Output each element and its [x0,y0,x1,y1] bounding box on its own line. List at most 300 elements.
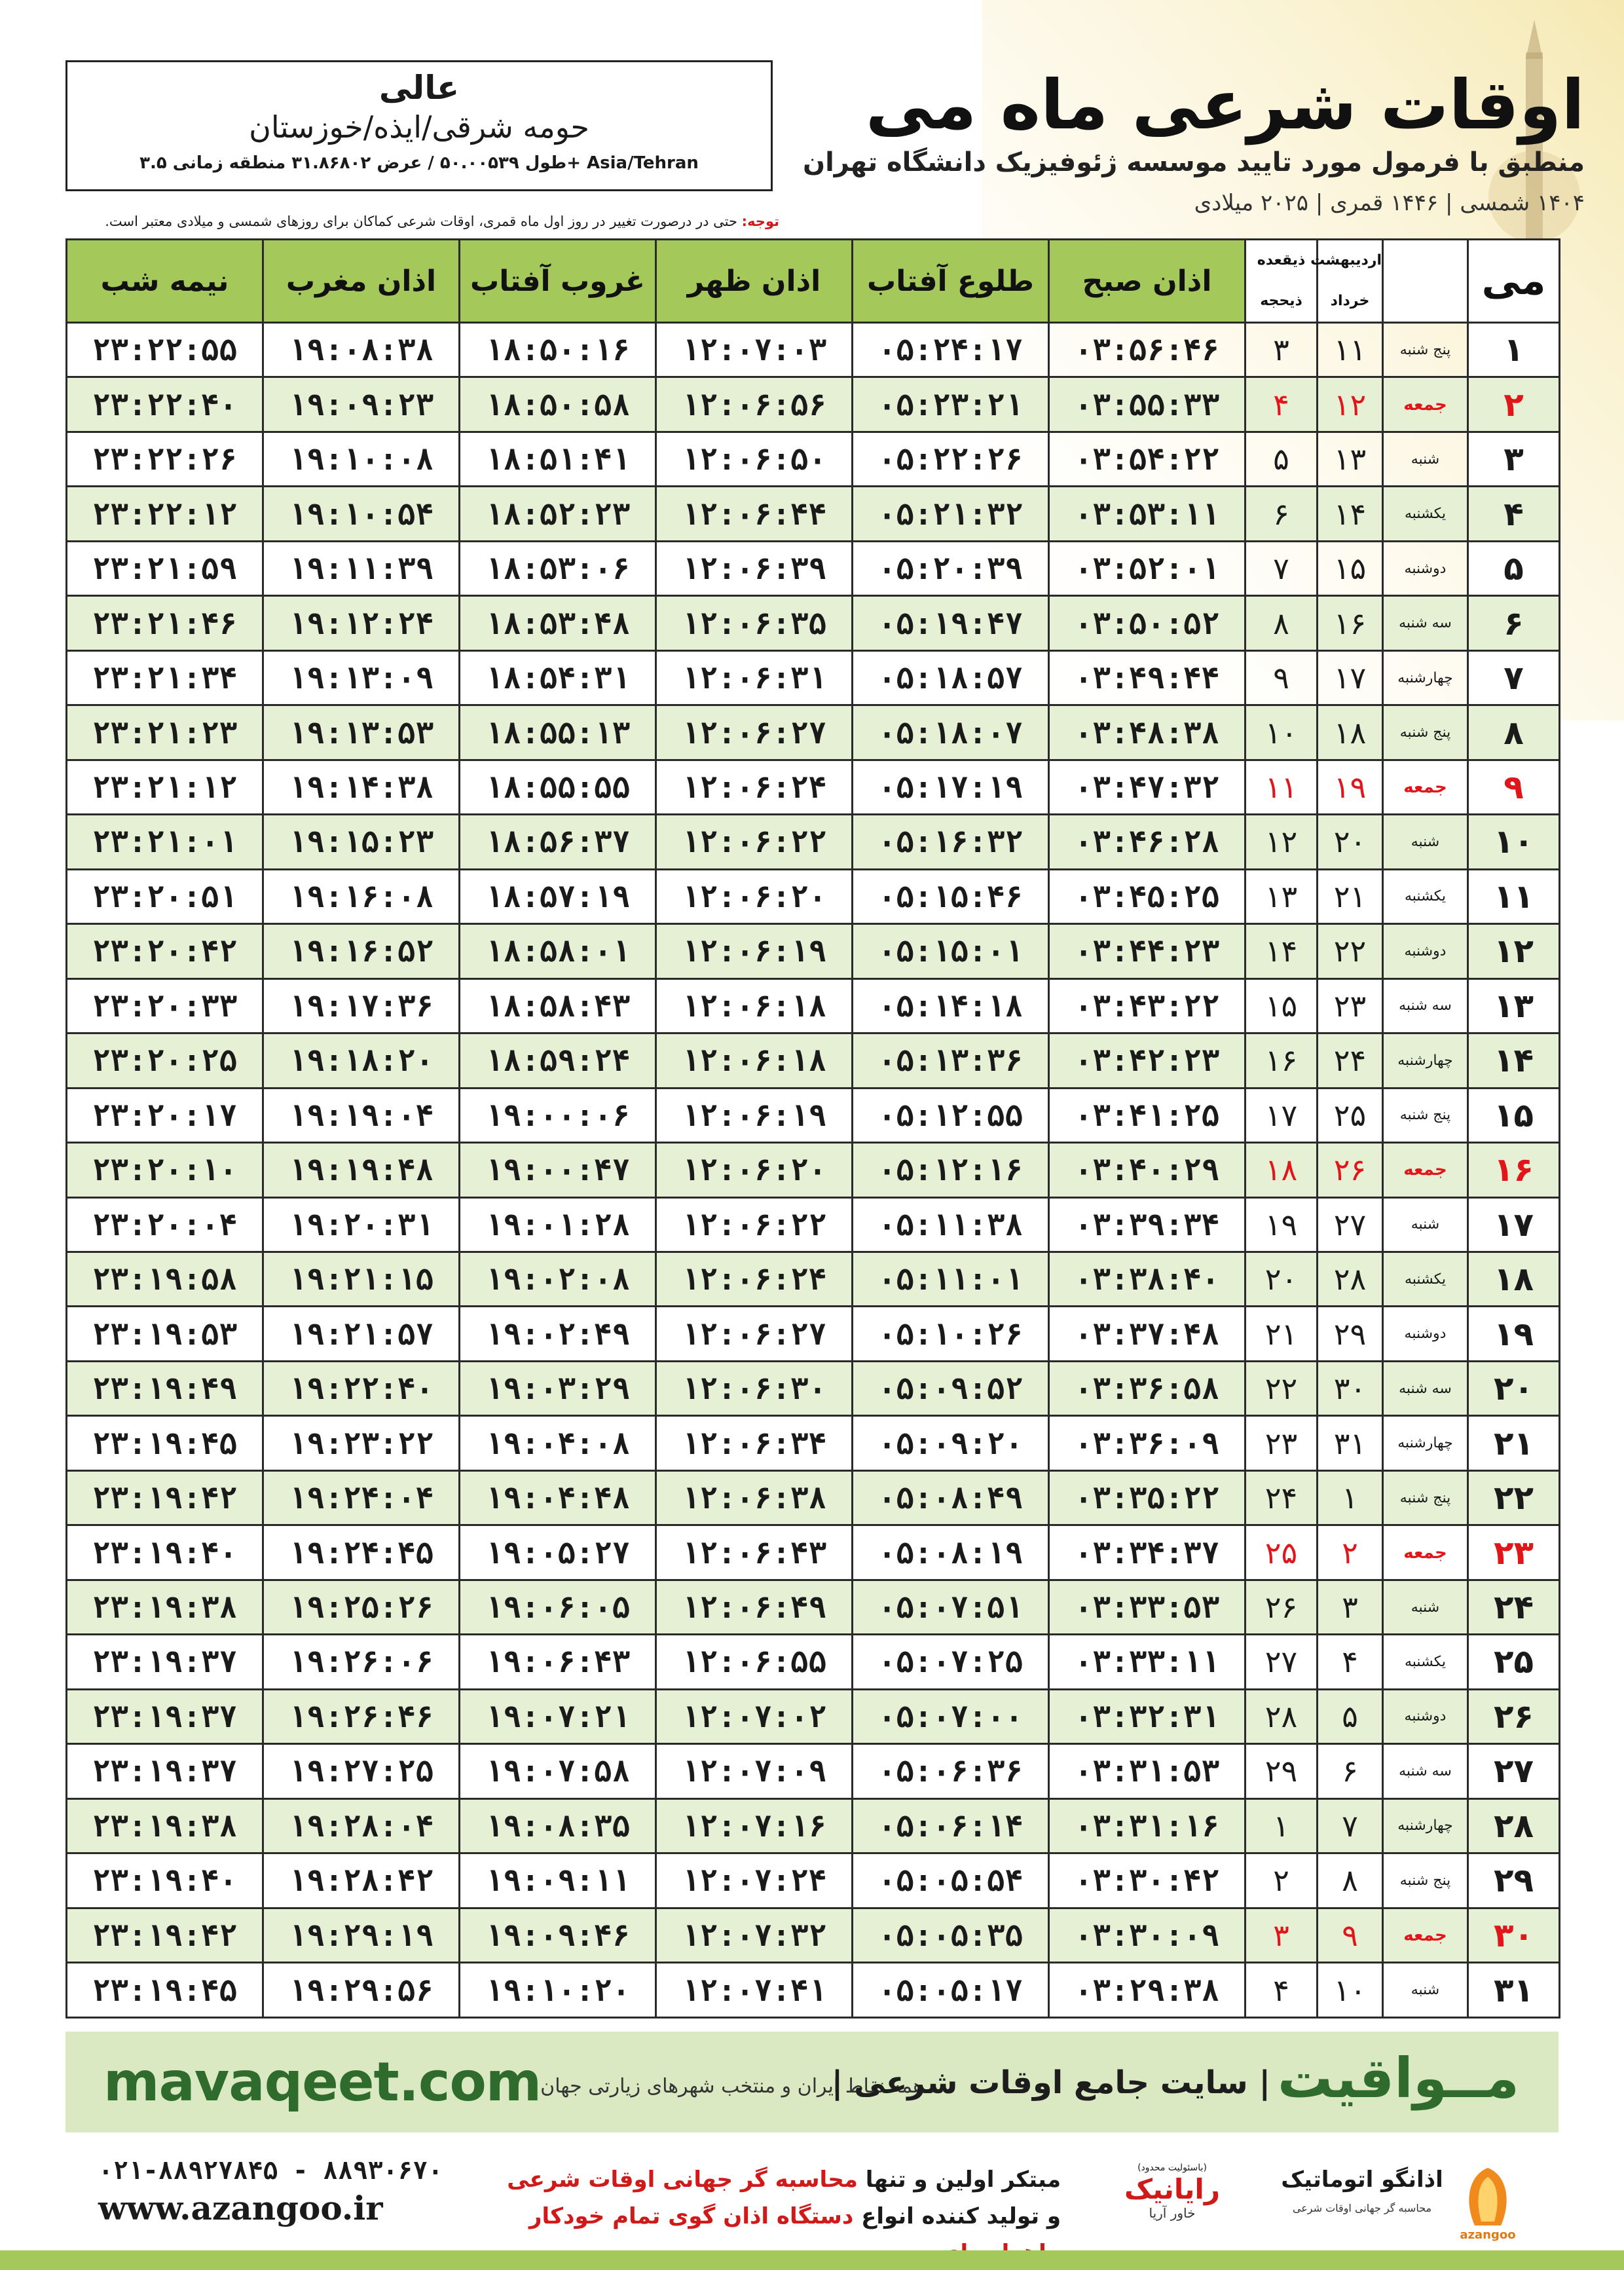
cell-sunset: ۱۸:۵۷:۱۹ [460,869,656,923]
cell-day: ۱۱ [1468,869,1560,923]
cell-weekday: سه شنبه [1383,596,1468,650]
cell-sunrise: ۰۵:۲۱:۳۲ [853,487,1049,541]
table-row [67,1143,1560,1197]
cell-midnight: ۲۳:۲۰:۰۴ [67,1197,263,1252]
header-dhuhr: اذان ظهر [656,240,853,323]
cell-sunset: ۱۸:۵۸:۴۳ [460,978,656,1033]
cell-weekday: سه شنبه [1383,978,1468,1033]
cell-fajr: ۰۳:۳۶:۵۸ [1049,1361,1246,1415]
cell-weekday: دوشنبه [1383,924,1468,978]
location-city: عالی [378,69,460,107]
table-row [67,1580,1560,1634]
cell-dhuhr: ۱۲:۰۶:۴۴ [656,487,853,541]
azangoo-sub: محاسبه گر جهانی اوقات شرعی [1292,2202,1432,2214]
header-fajr: اذان صبح [1049,240,1246,323]
cell-qamari: ۵ [1246,432,1318,486]
header-weekday [1383,240,1468,323]
cell-qamari: ۱۲ [1246,815,1318,869]
cell-dhuhr: ۱۲:۰۷:۲۴ [656,1853,853,1908]
cell-sunrise: ۰۵:۰۷:۲۵ [853,1635,1049,1689]
cell-midnight: ۲۳:۲۱:۴۶ [67,596,263,650]
cell-weekday: سه شنبه [1383,1361,1468,1415]
cell-weekday: چهارشنبه [1383,650,1468,705]
cell-maghrib: ۱۹:۱۳:۰۹ [263,650,460,705]
raynik-name: رایانیک [1124,2173,1221,2205]
cell-qamari: ۲ [1246,1853,1318,1908]
cell-sunrise: ۰۵:۰۷:۰۰ [853,1689,1049,1743]
cell-dhuhr: ۱۲:۰۶:۳۴ [656,1416,853,1470]
cell-day: ۲۳ [1468,1525,1560,1580]
cell-qamari: ۱۷ [1246,1088,1318,1142]
cell-maghrib: ۱۹:۱۰:۵۴ [263,487,460,541]
azangoo-name: اذانگو اتوماتیک [1281,2167,1443,2193]
cell-dhuhr: ۱۲:۰۶:۲۲ [656,815,853,869]
cell-sunrise: ۰۵:۰۸:۴۹ [853,1470,1049,1525]
cell-fajr: ۰۳:۴۲:۲۳ [1049,1033,1246,1088]
table-row [67,541,1560,595]
cell-sunset: ۱۹:۰۰:۴۷ [460,1143,656,1197]
cell-qamari: ۳ [1246,323,1318,377]
cell-day: ۹ [1468,760,1560,814]
cell-maghrib: ۱۹:۲۴:۴۵ [263,1525,460,1580]
cell-sunrise: ۰۵:۱۱:۰۱ [853,1252,1049,1306]
cell-shamsi: ۲ [1318,1525,1383,1580]
cell-dhuhr: ۱۲:۰۶:۱۹ [656,924,853,978]
cell-sunrise: ۰۵:۱۳:۳۶ [853,1033,1049,1088]
cell-dhuhr: ۱۲:۰۷:۰۲ [656,1689,853,1743]
table-header-row [67,240,1560,323]
cell-dhuhr: ۱۲:۰۶:۲۲ [656,1197,853,1252]
cell-day: ۱ [1468,323,1560,377]
location-box [65,60,773,191]
cell-dhuhr: ۱۲:۰۶:۲۴ [656,760,853,814]
cell-sunset: ۱۹:۰۸:۳۵ [460,1798,656,1853]
cell-midnight: ۲۳:۲۲:۱۲ [67,487,263,541]
cell-sunset: ۱۹:۰۵:۲۷ [460,1525,656,1580]
cell-sunset: ۱۸:۵۵:۵۵ [460,760,656,814]
cell-day: ۱۸ [1468,1252,1560,1306]
cell-fajr: ۰۳:۳۳:۵۳ [1049,1580,1246,1634]
cell-fajr: ۰۳:۵۴:۲۲ [1049,432,1246,486]
cell-maghrib: ۱۹:۱۴:۳۸ [263,760,460,814]
cell-weekday: شنبه [1383,1580,1468,1634]
notice-label: توجه: [741,214,779,229]
cell-day: ۱۷ [1468,1197,1560,1252]
cell-midnight: ۲۳:۲۰:۵۱ [67,869,263,923]
promo-line-2-text: و تولید کننده انواع [853,2203,1061,2229]
cell-shamsi: ۲۵ [1318,1088,1383,1142]
cell-sunrise: ۰۵:۰۵:۱۷ [853,1963,1049,2018]
cell-weekday: چهارشنبه [1383,1798,1468,1853]
cell-maghrib: ۱۹:۱۹:۴۸ [263,1143,460,1197]
contact-website[interactable]: www.azangoo.ir [98,2189,383,2227]
cell-shamsi: ۲۱ [1318,869,1383,923]
cell-sunrise: ۰۵:۰۶:۱۴ [853,1798,1049,1853]
cell-dhuhr: ۱۲:۰۶:۵۶ [656,377,853,432]
cell-dhuhr: ۱۲:۰۶:۴۹ [656,1580,853,1634]
cell-shamsi: ۸ [1318,1853,1383,1908]
header-shamsi [1310,240,1383,323]
cell-sunrise: ۰۵:۰۷:۵۱ [853,1580,1049,1634]
cell-sunrise: ۰۵:۱۵:۰۱ [853,924,1049,978]
cell-day: ۲۲ [1468,1470,1560,1525]
cell-fajr: ۰۳:۳۲:۳۱ [1049,1689,1246,1743]
cell-midnight: ۲۳:۲۰:۴۲ [67,924,263,978]
cell-shamsi: ۴ [1318,1635,1383,1689]
cell-maghrib: ۱۹:۱۹:۰۴ [263,1088,460,1142]
cell-sunset: ۱۹:۰۱:۲۸ [460,1197,656,1252]
cell-qamari: ۲۲ [1246,1361,1318,1415]
table-row [67,1307,1560,1361]
header-sunset: غروب آفتاب [460,240,656,323]
table-row [67,760,1560,814]
cell-midnight: ۲۳:۱۹:۳۸ [67,1580,263,1634]
cell-midnight: ۲۳:۱۹:۳۷ [67,1689,263,1743]
cell-fajr: ۰۳:۵۳:۱۱ [1049,487,1246,541]
cell-fajr: ۰۳:۴۵:۲۵ [1049,869,1246,923]
cell-fajr: ۰۳:۲۹:۳۸ [1049,1963,1246,2018]
cell-sunset: ۱۸:۵۹:۲۴ [460,1033,656,1088]
cell-shamsi: ۲۸ [1318,1252,1383,1306]
cell-fajr: ۰۳:۳۱:۱۶ [1049,1798,1246,1853]
cell-midnight: ۲۳:۲۱:۵۹ [67,541,263,595]
cell-sunrise: ۰۵:۱۱:۳۸ [853,1197,1049,1252]
cell-maghrib: ۱۹:۱۲:۲۴ [263,596,460,650]
cell-dhuhr: ۱۲:۰۶:۱۹ [656,1088,853,1142]
cell-sunset: ۱۹:۰۲:۰۸ [460,1252,656,1306]
cell-fajr: ۰۳:۳۳:۱۱ [1049,1635,1246,1689]
cell-shamsi: ۳۱ [1318,1416,1383,1470]
cell-sunrise: ۰۵:۰۵:۳۵ [853,1908,1049,1962]
cell-weekday: شنبه [1383,432,1468,486]
cell-day: ۲۹ [1468,1853,1560,1908]
cell-fajr: ۰۳:۵۵:۳۳ [1049,377,1246,432]
cell-maghrib: ۱۹:۲۱:۱۵ [263,1252,460,1306]
cell-weekday: سه شنبه [1383,1744,1468,1798]
website-banner [65,2032,1559,2132]
table-row [67,1525,1560,1580]
cell-sunrise: ۰۵:۱۲:۵۵ [853,1088,1049,1142]
table-row [67,432,1560,486]
cell-weekday: یکشنبه [1383,1635,1468,1689]
cell-sunset: ۱۸:۵۵:۱۳ [460,705,656,760]
cell-weekday: دوشنبه [1383,1689,1468,1743]
cell-sunset: ۱۸:۵۰:۱۶ [460,323,656,377]
cell-dhuhr: ۱۲:۰۶:۲۰ [656,1143,853,1197]
cell-midnight: ۲۳:۲۲:۵۵ [67,323,263,377]
cell-sunset: ۱۹:۰۶:۰۵ [460,1580,656,1634]
cell-weekday: شنبه [1383,1197,1468,1252]
cell-maghrib: ۱۹:۱۵:۲۳ [263,815,460,869]
cell-sunrise: ۰۵:۰۸:۱۹ [853,1525,1049,1580]
table-row [67,377,1560,432]
cell-sunset: ۱۹:۰۷:۵۸ [460,1744,656,1798]
cell-weekday: دوشنبه [1383,541,1468,595]
cell-sunset: ۱۸:۵۳:۰۶ [460,541,656,595]
notice-text [65,214,779,229]
table-row [67,1361,1560,1415]
cell-qamari: ۱ [1246,1798,1318,1853]
cell-maghrib: ۱۹:۲۵:۲۶ [263,1580,460,1634]
cell-qamari: ۲۸ [1246,1689,1318,1743]
cell-sunrise: ۰۵:۱۸:۵۷ [853,650,1049,705]
cell-fajr: ۰۳:۴۶:۲۸ [1049,815,1246,869]
cell-qamari: ۱۳ [1246,869,1318,923]
cell-dhuhr: ۱۲:۰۶:۲۰ [656,869,853,923]
cell-sunset: ۱۸:۵۳:۴۸ [460,596,656,650]
table-row [67,978,1560,1033]
table-row [67,1470,1560,1525]
cell-qamari: ۱۱ [1246,760,1318,814]
cell-midnight: ۲۳:۱۹:۵۸ [67,1252,263,1306]
cell-weekday: جمعه [1383,760,1468,814]
cell-maghrib: ۱۹:۲۳:۲۲ [263,1416,460,1470]
cell-weekday: پنج شنبه [1383,1088,1468,1142]
header-sunrise: طلوع آفتاب [853,240,1049,323]
cell-weekday: یکشنبه [1383,1252,1468,1306]
cell-midnight: ۲۳:۱۹:۴۲ [67,1470,263,1525]
cell-fajr: ۰۳:۵۰:۵۲ [1049,596,1246,650]
table-row [67,1635,1560,1689]
table-body [67,323,1560,2018]
cell-fajr: ۰۳:۵۶:۴۶ [1049,323,1246,377]
table-row [67,323,1560,377]
header-shamsi-top: اردیبهشت [1310,252,1382,269]
cell-dhuhr: ۱۲:۰۷:۰۳ [656,323,853,377]
cell-sunset: ۱۹:۰۹:۴۶ [460,1908,656,1962]
cell-dhuhr: ۱۲:۰۶:۱۸ [656,1033,853,1088]
header-maghrib: اذان مغرب [263,240,460,323]
cell-maghrib: ۱۹:۲۲:۴۰ [263,1361,460,1415]
cell-maghrib: ۱۹:۲۰:۳۱ [263,1197,460,1252]
cell-sunset: ۱۹:۰۳:۲۹ [460,1361,656,1415]
cell-weekday: جمعه [1383,1908,1468,1962]
header-midnight: نیمه شب [67,240,263,323]
cell-fajr: ۰۳:۳۱:۵۳ [1049,1744,1246,1798]
cell-weekday: یکشنبه [1383,869,1468,923]
cell-shamsi: ۱۶ [1318,596,1383,650]
cell-maghrib: ۱۹:۱۱:۳۹ [263,541,460,595]
cell-sunset: ۱۸:۵۴:۳۱ [460,650,656,705]
cell-day: ۳۰ [1468,1908,1560,1962]
cell-shamsi: ۲۷ [1318,1197,1383,1252]
cell-weekday: دوشنبه [1383,1307,1468,1361]
cell-shamsi: ۲۰ [1318,815,1383,869]
table-row [67,596,1560,650]
cell-maghrib: ۱۹:۱۷:۳۶ [263,978,460,1033]
cell-shamsi: ۱۹ [1318,760,1383,814]
cell-qamari: ۲۶ [1246,1580,1318,1634]
cell-sunset: ۱۹:۰۴:۰۸ [460,1416,656,1470]
cell-shamsi: ۲۹ [1318,1307,1383,1361]
cell-midnight: ۲۳:۱۹:۴۵ [67,1416,263,1470]
cell-sunset: ۱۹:۰۶:۴۳ [460,1635,656,1689]
cell-maghrib: ۱۹:۱۳:۵۳ [263,705,460,760]
cell-qamari: ۱۰ [1246,705,1318,760]
calendar-years: ۱۴۰۴ شمسی | ۱۴۴۶ قمری | ۲۰۲۵ میلادی [1194,190,1585,216]
table-row [67,1689,1560,1743]
cell-weekday: یکشنبه [1383,487,1468,541]
cell-fajr: ۰۳:۳۹:۳۴ [1049,1197,1246,1252]
cell-shamsi: ۲۴ [1318,1033,1383,1088]
banner-tagline: | سایت جامع اوقات شرعی | [831,2064,1270,2101]
raynik-small: (باسئولیت محدود) [1137,2163,1207,2173]
cell-shamsi: ۳ [1318,1580,1383,1634]
cell-dhuhr: ۱۲:۰۶:۲۴ [656,1252,853,1306]
cell-qamari: ۱۵ [1246,978,1318,1033]
cell-sunset: ۱۸:۵۲:۲۳ [460,487,656,541]
cell-maghrib: ۱۹:۲۴:۰۴ [263,1470,460,1525]
cell-fajr: ۰۳:۳۶:۰۹ [1049,1416,1246,1470]
cell-midnight: ۲۳:۲۱:۰۱ [67,815,263,869]
cell-dhuhr: ۱۲:۰۷:۰۹ [656,1744,853,1798]
azangoo-mark-icon [1455,2163,1521,2235]
table-row [67,1252,1560,1306]
table-row [67,1088,1560,1142]
cell-qamari: ۱۶ [1246,1033,1318,1088]
cell-qamari: ۲۵ [1246,1525,1318,1580]
cell-sunset: ۱۸:۵۰:۵۸ [460,377,656,432]
cell-fajr: ۰۳:۴۰:۲۹ [1049,1143,1246,1197]
cell-maghrib: ۱۹:۰۸:۳۸ [263,323,460,377]
cell-shamsi: ۱۷ [1318,650,1383,705]
cell-qamari: ۴ [1246,377,1318,432]
cell-day: ۱۶ [1468,1143,1560,1197]
cell-midnight: ۲۳:۱۹:۳۷ [67,1635,263,1689]
cell-day: ۱۹ [1468,1307,1560,1361]
cell-qamari: ۳ [1246,1908,1318,1962]
cell-shamsi: ۲۶ [1318,1143,1383,1197]
cell-midnight: ۲۳:۲۰:۱۰ [67,1143,263,1197]
cell-qamari: ۲۴ [1246,1470,1318,1525]
cell-weekday: چهارشنبه [1383,1416,1468,1470]
cell-day: ۲۱ [1468,1416,1560,1470]
promo-line-2-highlight: دستگاه اذان گوی تمام خودکار [528,2203,854,2229]
cell-day: ۳۱ [1468,1963,1560,2018]
cell-day: ۱۲ [1468,924,1560,978]
table-row [67,650,1560,705]
cell-qamari: ۱۸ [1246,1143,1318,1197]
cell-shamsi: ۲۳ [1318,978,1383,1033]
cell-midnight: ۲۳:۱۹:۴۰ [67,1853,263,1908]
cell-fajr: ۰۳:۳۴:۳۷ [1049,1525,1246,1580]
cell-qamari: ۴ [1246,1963,1318,2018]
cell-weekday: پنج شنبه [1383,323,1468,377]
cell-qamari: ۷ [1246,541,1318,595]
cell-weekday: پنج شنبه [1383,1853,1468,1908]
header-qamari [1246,240,1318,323]
cell-maghrib: ۱۹:۲۸:۴۲ [263,1853,460,1908]
cell-qamari: ۹ [1246,650,1318,705]
table-row [67,815,1560,869]
cell-midnight: ۲۳:۱۹:۵۳ [67,1307,263,1361]
cell-fajr: ۰۳:۴۸:۳۸ [1049,705,1246,760]
cell-sunrise: ۰۵:۰۵:۵۴ [853,1853,1049,1908]
cell-day: ۸ [1468,705,1560,760]
cell-maghrib: ۱۹:۱۰:۰۸ [263,432,460,486]
banner-tagline-sub: همه نقاط ایران و منتخب شهرهای زیارتی جهان [540,2075,923,2098]
cell-shamsi: ۳۰ [1318,1361,1383,1415]
header-qamari-bottom: ذیحجه [1260,293,1302,309]
cell-sunset: ۱۹:۱۰:۲۰ [460,1963,656,2018]
cell-qamari: ۲۰ [1246,1252,1318,1306]
cell-maghrib: ۱۹:۲۶:۰۶ [263,1635,460,1689]
cell-midnight: ۲۳:۲۰:۱۷ [67,1088,263,1142]
cell-day: ۲۶ [1468,1689,1560,1743]
cell-shamsi: ۱۸ [1318,705,1383,760]
banner-brand-logo: مــواقیت [1277,2046,1519,2110]
cell-midnight: ۲۳:۱۹:۳۸ [67,1798,263,1853]
banner-site-url[interactable]: mavaqeet.com [103,2051,542,2113]
table-row [67,1197,1560,1252]
cell-dhuhr: ۱۲:۰۶:۱۸ [656,978,853,1033]
cell-maghrib: ۱۹:۱۸:۲۰ [263,1033,460,1088]
cell-fajr: ۰۳:۴۹:۴۴ [1049,650,1246,705]
cell-fajr: ۰۳:۴۴:۲۳ [1049,924,1246,978]
cell-midnight: ۲۳:۲۲:۴۰ [67,377,263,432]
table-row [67,1744,1560,1798]
cell-fajr: ۰۳:۴۳:۲۲ [1049,978,1246,1033]
azangoo-en: azangoo [1460,2228,1516,2242]
header-month: می [1468,240,1560,323]
cell-sunrise: ۰۵:۱۸:۰۷ [853,705,1049,760]
table-row [67,1963,1560,2018]
cell-day: ۲۷ [1468,1744,1560,1798]
cell-midnight: ۲۳:۲۲:۲۶ [67,432,263,486]
promo-line-1-highlight: محاسبه گر جهانی اوقات شرعی [507,2167,858,2193]
cell-sunrise: ۰۵:۲۰:۳۹ [853,541,1049,595]
cell-maghrib: ۱۹:۲۱:۵۷ [263,1307,460,1361]
cell-dhuhr: ۱۲:۰۶:۳۱ [656,650,853,705]
cell-qamari: ۱۹ [1246,1197,1318,1252]
cell-sunset: ۱۹:۰۰:۰۶ [460,1088,656,1142]
table-row [67,869,1560,923]
cell-shamsi: ۱۵ [1318,541,1383,595]
cell-fajr: ۰۳:۴۱:۲۵ [1049,1088,1246,1142]
cell-qamari: ۱۴ [1246,924,1318,978]
cell-day: ۲ [1468,377,1560,432]
cell-sunset: ۱۹:۰۹:۱۱ [460,1853,656,1908]
page-title: اوقات شرعی ماه می [865,65,1585,145]
cell-midnight: ۲۳:۲۱:۱۲ [67,760,263,814]
cell-weekday: جمعه [1383,1143,1468,1197]
cell-maghrib: ۱۹:۲۸:۰۴ [263,1798,460,1853]
table-row [67,1853,1560,1908]
cell-maghrib: ۱۹:۰۹:۲۳ [263,377,460,432]
cell-weekday: جمعه [1383,377,1468,432]
cell-shamsi: ۱۴ [1318,487,1383,541]
cell-weekday: جمعه [1383,1525,1468,1580]
location-region: حومه شرقی/ایذه/خوزستان [249,109,589,145]
cell-fajr: ۰۳:۳۸:۴۰ [1049,1252,1246,1306]
cell-fajr: ۰۳:۳۷:۴۸ [1049,1307,1246,1361]
cell-maghrib: ۱۹:۱۶:۰۸ [263,869,460,923]
table-row [67,705,1560,760]
cell-day: ۴ [1468,487,1560,541]
table-row [67,1798,1560,1853]
cell-midnight: ۲۳:۲۰:۲۵ [67,1033,263,1088]
company-logos [1113,2156,1532,2241]
cell-day: ۱۴ [1468,1033,1560,1088]
cell-dhuhr: ۱۲:۰۶:۵۵ [656,1635,853,1689]
cell-sunrise: ۰۵:۱۰:۲۶ [853,1307,1049,1361]
cell-qamari: ۲۳ [1246,1416,1318,1470]
cell-midnight: ۲۳:۱۹:۴۵ [67,1963,263,2018]
contact-phone: ۰۲۱-۸۸۹۲۷۸۴۵ - ۸۸۹۳۰۶۷۰ [98,2156,443,2185]
cell-qamari: ۲۹ [1246,1744,1318,1798]
azangoo-logo [1277,2163,1526,2241]
cell-shamsi: ۶ [1318,1744,1383,1798]
